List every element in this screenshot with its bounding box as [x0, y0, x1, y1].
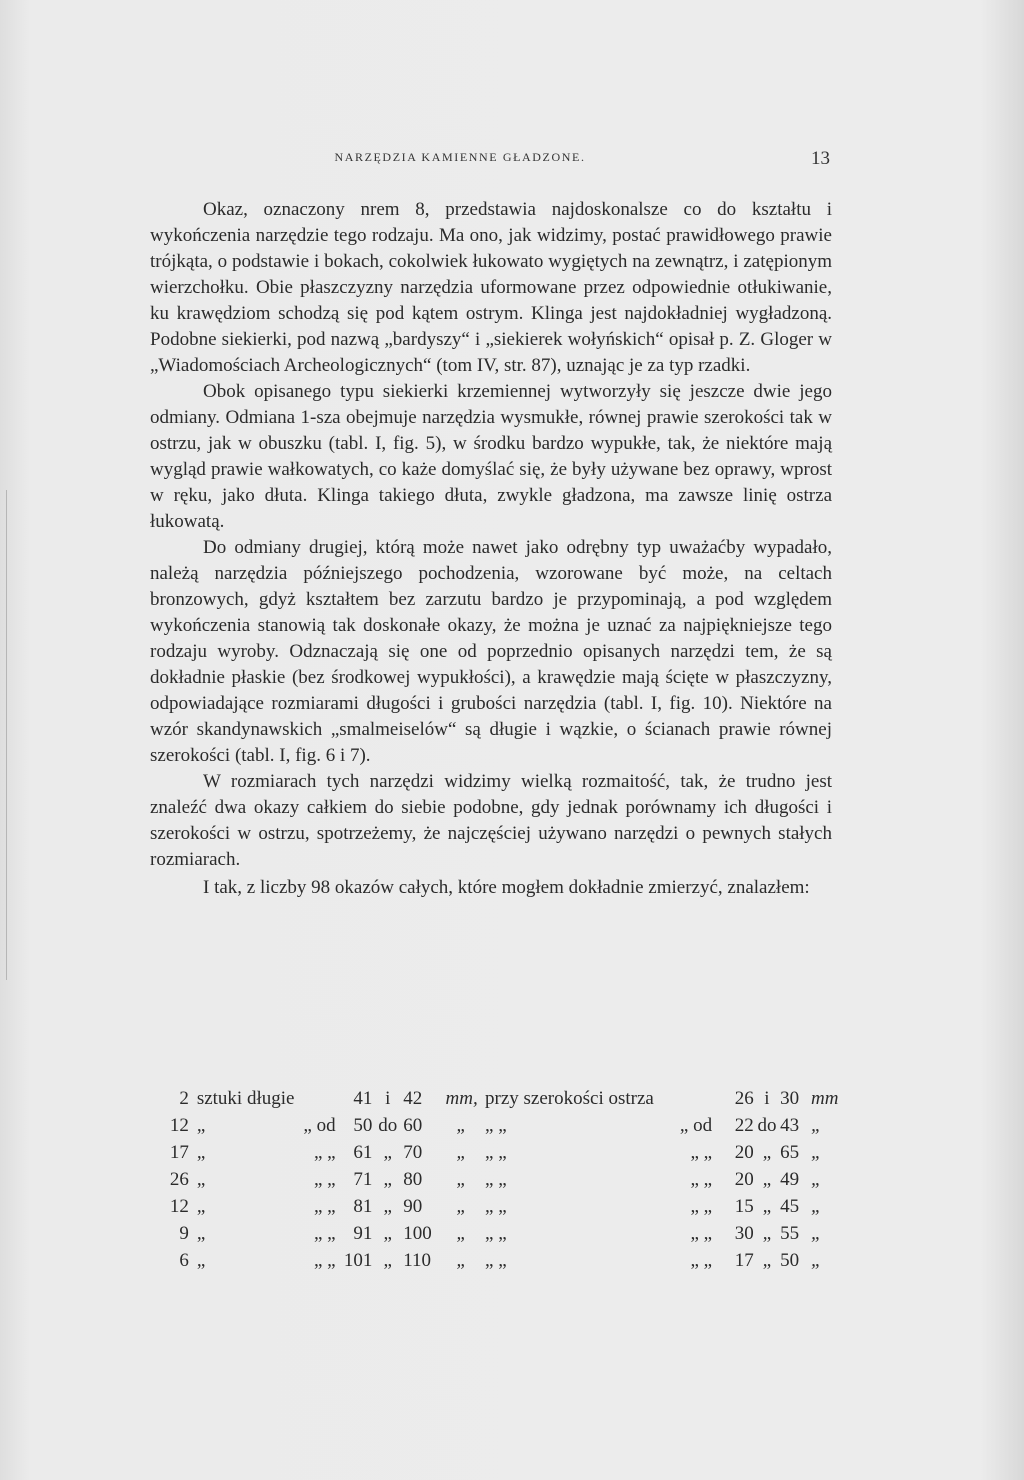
table-cell-d-mid: i — [385, 1087, 391, 1109]
page-header — [150, 148, 830, 172]
table-cell-w2: 45 — [780, 1195, 800, 1217]
table-cell-prep: „ „ — [485, 1141, 507, 1163]
table-cell-w-pre — [669, 1085, 716, 1112]
table-cell-prep: „ „ — [485, 1114, 507, 1136]
table-cell-w-mid: i — [764, 1087, 770, 1109]
table-cell-d-mid: „ — [383, 1141, 392, 1163]
table-cell-d1: 41 — [353, 1087, 373, 1109]
table-cell-d-pre: „ „ — [313, 1168, 336, 1190]
measurements-table-body — [150, 1085, 840, 1274]
table-cell-prep: „ „ — [485, 1222, 507, 1244]
table-cell-w1: 30 — [734, 1222, 754, 1244]
table-row — [150, 1220, 840, 1247]
table-cell-prep: „ „ — [485, 1249, 507, 1271]
table-cell-w-pre: „ „ — [690, 1141, 713, 1163]
table-cell-d-mid: „ — [383, 1222, 392, 1244]
table-cell-w-mid: „ — [762, 1195, 772, 1217]
table-cell-unit: „ — [811, 1168, 822, 1190]
table-cell-d-mid: do — [378, 1114, 398, 1136]
table-cell-label: „ — [196, 1195, 206, 1217]
table-cell-w-mid: „ — [762, 1249, 772, 1271]
table-row — [150, 1166, 840, 1193]
table-cell-w-mid: „ — [762, 1168, 772, 1190]
table-cell-d2: 100 — [403, 1222, 432, 1244]
table-cell-unit: „ — [811, 1222, 822, 1244]
table-cell-w-pre: „ „ — [690, 1195, 713, 1217]
table-cell-d-unit: „ — [456, 1249, 467, 1271]
page-number: 13 — [811, 148, 830, 169]
table-cell-count: 26 — [169, 1168, 189, 1190]
table-cell-unit: mm — [811, 1087, 839, 1109]
table-cell-w2: 65 — [780, 1141, 800, 1163]
table-row — [150, 1193, 840, 1220]
table-cell-label: sztuki długie — [196, 1087, 295, 1109]
table-cell-count: 9 — [179, 1222, 189, 1244]
table-cell-label: „ — [196, 1114, 206, 1136]
table-cell-w2: 55 — [780, 1222, 800, 1244]
table-cell-label: „ — [196, 1141, 206, 1163]
body-text — [150, 197, 832, 901]
table-cell-d-mid: „ — [383, 1168, 392, 1190]
table-cell-unit: „ — [811, 1114, 822, 1136]
paragraph: Do odmiany drugiej, którą może nawet jako odrębny typ uważaćby wypadało, należą narzędzia późniejszego pochodzenia, wzorowane być może, na celtach bronzowych, gdyż kształtem bez zarzutu bardzo je przypominają, a pod względem wykończenia stanowią tak doskonałe okazy, że można je uznać za najpiękniejsze tego rodzaju wyroby. Odznaczają się one od poprzednio opisanych narzędzi tem, że są dokładnie płaskie (bez środkowej wypukłości), a krawędzie mają ścięte w płaszczyzny, odpowiadające rozmiarami długości i grubości narzędzia (tabl. I, fig. 10). Niektóre na wzór skandynawskich „smalmeiselów“ są długie i wązkie, o ścianach prawie równej szerokości (tabl. I, fig. 6 i 7). — [150, 537, 832, 766]
table-cell-d1: 61 — [353, 1141, 373, 1163]
paragraph: Okaz, oznaczony nrem 8, przedstawia najdoskonalsze co do kształtu i wykończenia narzędzie tego rodzaju. Ma ono, jak widzimy, postać prawidłowego prawie trójkąta, o podstawie i bokach, cokolwiek łukowato wygiętych na zewnątrz, i zatępionym wierzchołku. Obie płaszczyzny narzędzia uformowane przez odpowiednie otłukiwanie, ku krawędziom schodzą się pod kątem ostrym. Klinga jest najdokładniej wygładzoną. Podobne siekierki, pod nazwą „bardyszy“ i „siekierek wołyńskich“ opisał p. Z. Gloger w „Wiadomościach Archeologicznych“ (tom IV, str. 87), uznając je za typ rzadki. — [150, 199, 832, 376]
table-cell-w-pre: „ „ — [690, 1168, 713, 1190]
paragraph: I tak, z liczby 98 okazów całych, które mogłem dokładnie zmierzyć, znalazłem: — [203, 877, 810, 898]
table-cell-w2: 49 — [780, 1168, 800, 1190]
table-cell-w1: 15 — [734, 1195, 754, 1217]
page-edge-shadow — [6, 490, 7, 980]
table-row — [150, 1112, 840, 1139]
table-cell-w-mid: „ — [762, 1222, 772, 1244]
table-cell-d-mid: „ — [383, 1195, 392, 1217]
table-cell-prep: „ „ — [485, 1195, 507, 1217]
table-cell-count: 12 — [169, 1114, 189, 1136]
table-cell-d2: 42 — [403, 1087, 423, 1109]
running-head: NARZĘDZIA KAMIENNE GŁADZONE. — [334, 150, 586, 164]
table-cell-d2: 60 — [403, 1114, 423, 1136]
table-cell-w-pre: „ „ — [690, 1222, 713, 1244]
table-cell-d-pre: „ „ — [313, 1249, 336, 1271]
table-cell-d-unit: „ — [456, 1141, 467, 1163]
table-cell-d-mid: „ — [383, 1249, 392, 1271]
table-cell-w-pre: „ od — [679, 1114, 713, 1136]
table-cell-w-mid: do — [757, 1114, 777, 1136]
table-cell-count: 17 — [169, 1141, 189, 1163]
table-cell-prep: „ „ — [485, 1168, 507, 1190]
table-cell-w-mid: „ — [762, 1141, 772, 1163]
table-cell-d-unit: „ — [456, 1168, 467, 1190]
table-cell-w1: 22 — [734, 1114, 754, 1136]
table-cell-d1: 81 — [353, 1195, 373, 1217]
table-cell-d2: 80 — [403, 1168, 423, 1190]
table-cell-label: „ — [196, 1249, 206, 1271]
table-cell-d-pre: „ „ — [313, 1141, 336, 1163]
table-cell-d-unit: „ — [456, 1222, 467, 1244]
table-cell-prep: przy szerokości ostrza — [485, 1087, 654, 1109]
table-cell-w1: 26 — [734, 1087, 754, 1109]
table-row — [150, 1247, 840, 1274]
paragraph: Obok opisanego typu siekierki krzemiennej wytworzyły się jeszcze dwie jego odmiany. Odmiana 1-sza obejmuje narzędzia wysmukłe, równej prawie szerokości tak w ostrzu, jak w obuszku (tabl. I, fig. 5), w środku bardzo wypukłe, tak, że niektóre mają wygląd prawie wałkowatych, co każe domyślać się, że były używane bez oprawy, wprost w ręku, jako dłuta. Klinga takiego dłuta, zwykle gładzona, ma zawsze linię ostrza łukowatą. — [150, 381, 832, 532]
table-cell-d2: 90 — [403, 1195, 423, 1217]
table-cell-d-pre: „ od — [303, 1114, 336, 1136]
table-cell-w-pre: „ „ — [690, 1249, 713, 1271]
table-cell-d1: 101 — [343, 1249, 373, 1271]
table-cell-d-pre: „ „ — [313, 1222, 336, 1244]
measurements-table — [150, 1085, 840, 1274]
table-cell-d-unit: „ — [456, 1114, 467, 1136]
table-cell-d-pre — [294, 1085, 339, 1112]
table-cell-d1: 91 — [353, 1222, 373, 1244]
table-cell-count: 12 — [169, 1195, 189, 1217]
table-cell-label: „ — [196, 1222, 206, 1244]
table-cell-w1: 20 — [734, 1141, 754, 1163]
table-cell-w1: 17 — [734, 1249, 754, 1271]
table-cell-label: „ — [196, 1168, 206, 1190]
table-cell-unit: „ — [811, 1249, 822, 1271]
table-cell-d1: 50 — [353, 1114, 373, 1136]
table-cell-w2: 43 — [780, 1114, 800, 1136]
paragraph: W rozmiarach tych narzędzi widzimy wielką rozmaitość, tak, że trudno jest znaleźć dwa okazy całkiem do siebie podobne, gdy jednak porównamy ich długości i szerokości w ostrzu, spotrzeżemy, że najczęściej używano narzędzi o pewnych stałych rozmiarach. — [150, 771, 832, 870]
table-cell-count: 2 — [179, 1087, 189, 1109]
table-cell-d1: 71 — [353, 1168, 373, 1190]
table-cell-d2: 110 — [403, 1249, 432, 1271]
table-row — [150, 1139, 840, 1166]
table-cell-unit: „ — [811, 1141, 822, 1163]
table-cell-d-unit: mm, — [445, 1087, 478, 1109]
table-cell-d-unit: „ — [456, 1195, 467, 1217]
table-cell-w1: 20 — [734, 1168, 754, 1190]
table-cell-d-pre: „ „ — [313, 1195, 336, 1217]
table-cell-d2: 70 — [403, 1141, 423, 1163]
table-cell-count: 6 — [179, 1249, 189, 1271]
table-cell-w2: 30 — [780, 1087, 800, 1109]
table-cell-unit: „ — [811, 1195, 822, 1217]
table-row — [150, 1085, 840, 1112]
table-cell-w2: 50 — [780, 1249, 800, 1271]
